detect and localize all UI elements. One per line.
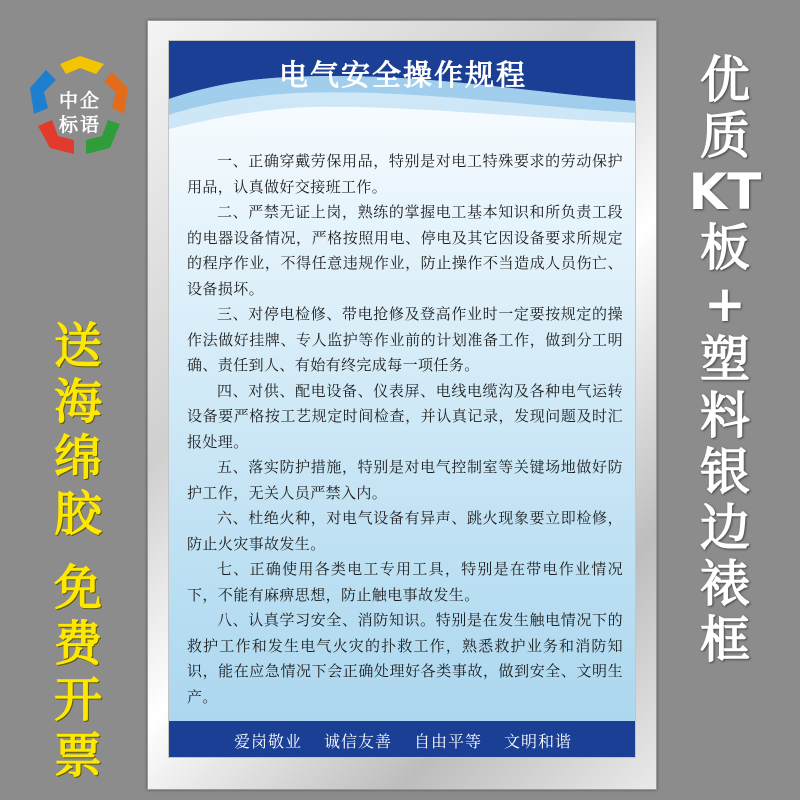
logo-text-line1: 中企 [58,90,101,112]
promo-char: 免 [53,560,102,616]
promo-char: 胶 [53,486,102,542]
promo-char: KT [688,163,762,221]
brand-logo [20,52,140,162]
promo-char: 优 [700,51,750,109]
board-title: 电气安全操作规程 [278,58,527,92]
promo-free-sponge [48,318,108,542]
rule-paragraph: 四、对供、配电设备、仪表屏、电线电缆沟及各种电气运转设备要严格按工艺规定时间检查，并认真记录，发现问题及时汇报处理。 [187,381,623,451]
promo-free-invoice [48,560,108,784]
rule-paragraph: 五、落实防护措施，特别是对电气控制室等关键场地做好防护工作，无关人员严禁入内。 [187,458,623,502]
promo-char: 银 [700,443,750,501]
promo-char: 料 [700,387,750,445]
slogan: 文明和谐 [504,731,573,751]
promo-char: 边 [700,499,750,557]
promo-char: 海 [53,374,102,430]
rule-paragraph: 八、认真学习安全、消防知识。特别是在发生触电情况下的救护工作和发生电气火灾的扑救工作，熟悉救护业务和消防知识，能在应急情况下会正确处理好各类事故，做到安全、文明生产。 [187,611,623,706]
promo-char: 框 [700,611,750,669]
logo-text-line2: 标语 [58,114,101,136]
promo-char: 板 [700,219,750,277]
promo-char: 裱 [700,555,750,613]
rule-paragraph: 一、正确穿戴劳保用品，特别是对电工特殊要求的劳动保护用品，认真做好交接班工作。 [187,152,623,196]
promo-char: 绵 [53,430,102,486]
slogan: 爱岗敬业 [233,731,302,751]
board-body [187,149,623,710]
promo-char: + [704,275,746,333]
promo-product-material [685,52,765,668]
board-footer-slogans [169,721,636,758]
promo-char: 开 [53,672,102,728]
promo-char: 送 [53,318,102,374]
promo-char: 票 [53,728,102,784]
rule-paragraph: 二、严禁无证上岗，熟练的掌握电工基本知识和所负责工段的电器设备情况，严格按照用电、停电及其它因设备要求所规定的程序作业，不得任意违规作业，防止操作不当造成人员伤亡、设备损坏。 [187,203,623,298]
promo-char: 质 [700,107,750,165]
promo-char: 塑 [700,331,750,389]
safety-sign-board [168,40,636,758]
promo-char: 费 [53,616,102,672]
slogan: 诚信友善 [323,731,392,751]
rule-paragraph: 六、杜绝火种，对电气设备有异声、跳火现象要立即检修，防止火灾事故发生。 [187,509,623,553]
board-header [169,41,636,101]
rule-paragraph: 三、对停电检修、带电抢修及登高作业时一定要按规定的操作法做好挂牌、专人监护等作业前的计划准备工作，做到分工明确、责任到人、有始有终完成每一项任务。 [187,305,623,374]
slogan: 自由平等 [414,731,483,751]
rule-paragraph: 七、正确使用各类电工专用工具，特别是在带电作业情况下，不能有麻痹思想，防止触电事故发生。 [187,560,623,604]
